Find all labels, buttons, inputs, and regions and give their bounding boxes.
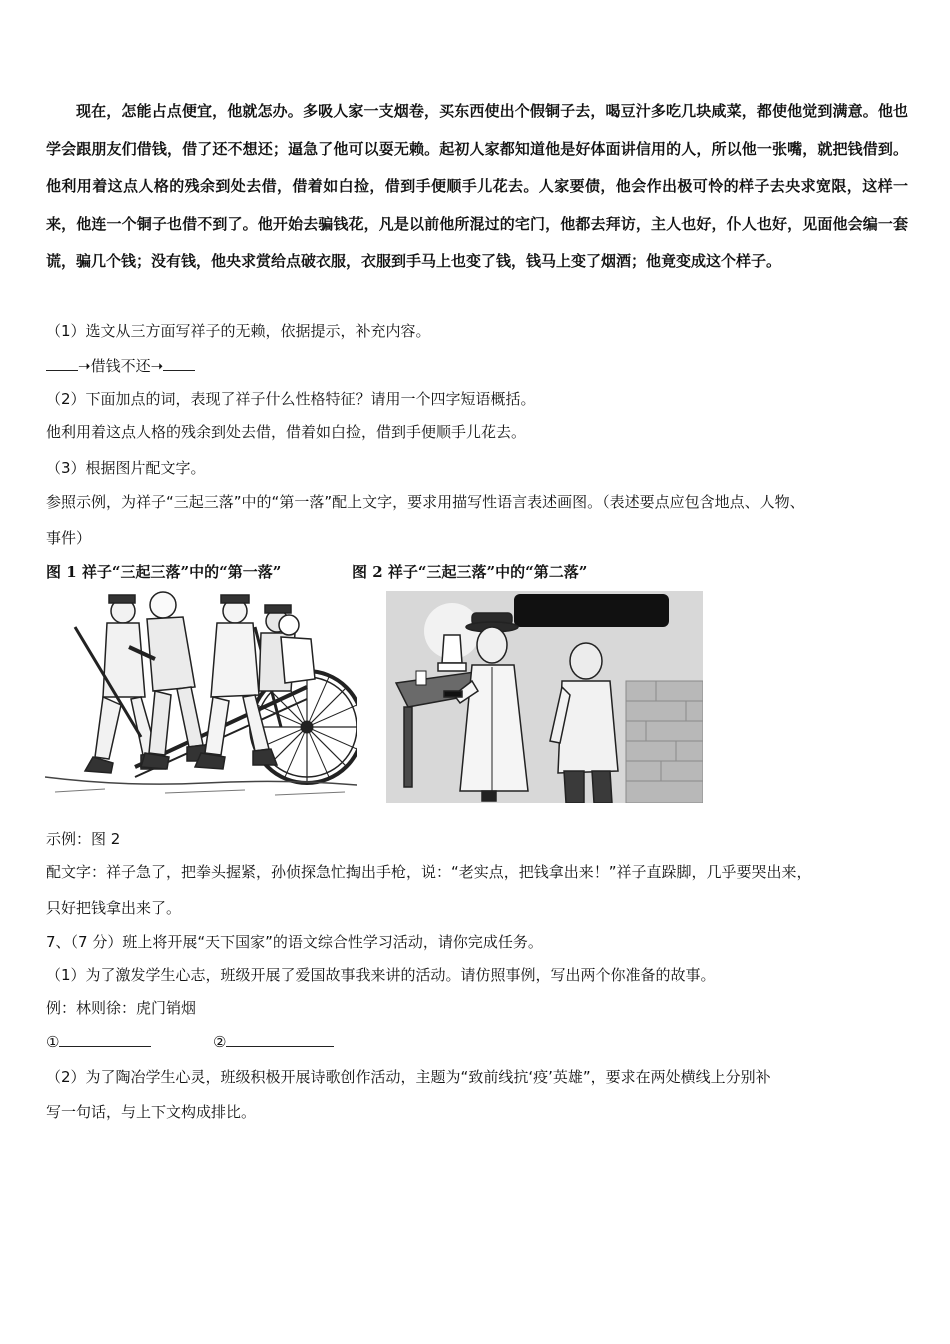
q1-blank-2[interactable] — [163, 356, 195, 371]
marker-1: ① — [46, 1033, 60, 1051]
q1-blank-1[interactable] — [46, 356, 78, 371]
q3-prompt: （3）根据图片配文字。 — [46, 459, 206, 477]
figure-1-illustration — [45, 587, 357, 802]
figure-2-caption: 图 2 祥子“三起三落”中的“第二落” — [352, 563, 588, 581]
q7-title: 7、（7 分）班上将开展“天下国家”的语文综合性学习活动，请你完成任务。 — [46, 933, 543, 951]
figure-2-illustration — [386, 591, 703, 803]
q3-caption-2: 只好把钱拿出来了。 — [46, 899, 182, 917]
q2-prompt: （2）下面加点的词，表现了祥子什么性格特征？请用一个四字短语概括。 — [46, 390, 536, 408]
passage-paragraph: 现在，怎能占点便宜，他就怎办。多吸人家一支烟卷，买东西使出个假铜子去，喝豆汁多吃几块咸菜，都使他觉到满意。他也学会跟朋友们借钱，借了还不想还；逼急了他可以耍无赖。起初人家都知道他是好体面讲信用的人，所以他一张嘴，就把钱借到。他利用着这点人格的残余到处去借，借着如白捡，借到手便顺手儿花去。人家要债，他会作出极可怜的样子去央求宽限，这样一来，他连一个铜子也借不到了。他开始去骗钱花，凡是以前他所混过的宅门，他都去拜访，主人也好，仆人也好，见面他会编一套谎，骗几个钱；没有钱，他央求赏给点破衣服，衣服到手马上也变了钱，钱马上变了烟酒；他竟变成这个样子。 — [46, 102, 908, 270]
q3-example-label: 示例：图 2 — [46, 830, 121, 848]
q2-sentence: 他利用着这点人格的残余到处去借，借着如白捡，借到手便顺手儿花去。 — [46, 423, 527, 441]
q7-sub2-2: 写一句话，与上下文构成排比。 — [46, 1103, 257, 1121]
q1-middle-text: 借钱不还 — [90, 357, 151, 375]
q7-sub2-1: （2）为了陶冶学生心灵，班级积极开展诗歌创作活动，主题为“致前线抗‘疫’英雄”，要求在两处横线上分别补 — [46, 1068, 771, 1086]
marker-2: ② — [213, 1033, 227, 1051]
arrow-icon: ➝ — [78, 357, 91, 375]
q3-caption-1: 配文字：祥子急了，把拳头握紧，孙侦探急忙掏出手枪，说：“老实点，把钱拿出来！”祥子直跺脚，几乎要哭出来， — [46, 863, 812, 881]
q7-example: 例：林则徐：虎门销烟 — [46, 999, 197, 1017]
q1-answer-row — [46, 356, 195, 376]
arrow-icon: ➝ — [150, 357, 164, 375]
q3-instruction-1: 参照示例，为祥子“三起三落”中的“第一落”配上文字，要求用描写性语言表述画图。（表述要点应包含地点、人物、 — [46, 493, 805, 511]
q1-prompt: （1）选文从三方面写祥子的无赖，依据提示，补充内容。 — [46, 322, 431, 340]
q7-blank-1[interactable] — [59, 1032, 151, 1047]
q3-instruction-2: 事件） — [46, 529, 92, 547]
q7-answer-row — [46, 1032, 334, 1052]
figure-1-caption: 图 1 祥子“三起三落”中的“第一落” — [46, 563, 282, 581]
q7-sub1: （1）为了激发学生心志，班级开展了爱国故事我来讲的活动。请仿照事例，写出两个你准备的故事。 — [46, 966, 716, 984]
q7-blank-2[interactable] — [226, 1032, 334, 1047]
